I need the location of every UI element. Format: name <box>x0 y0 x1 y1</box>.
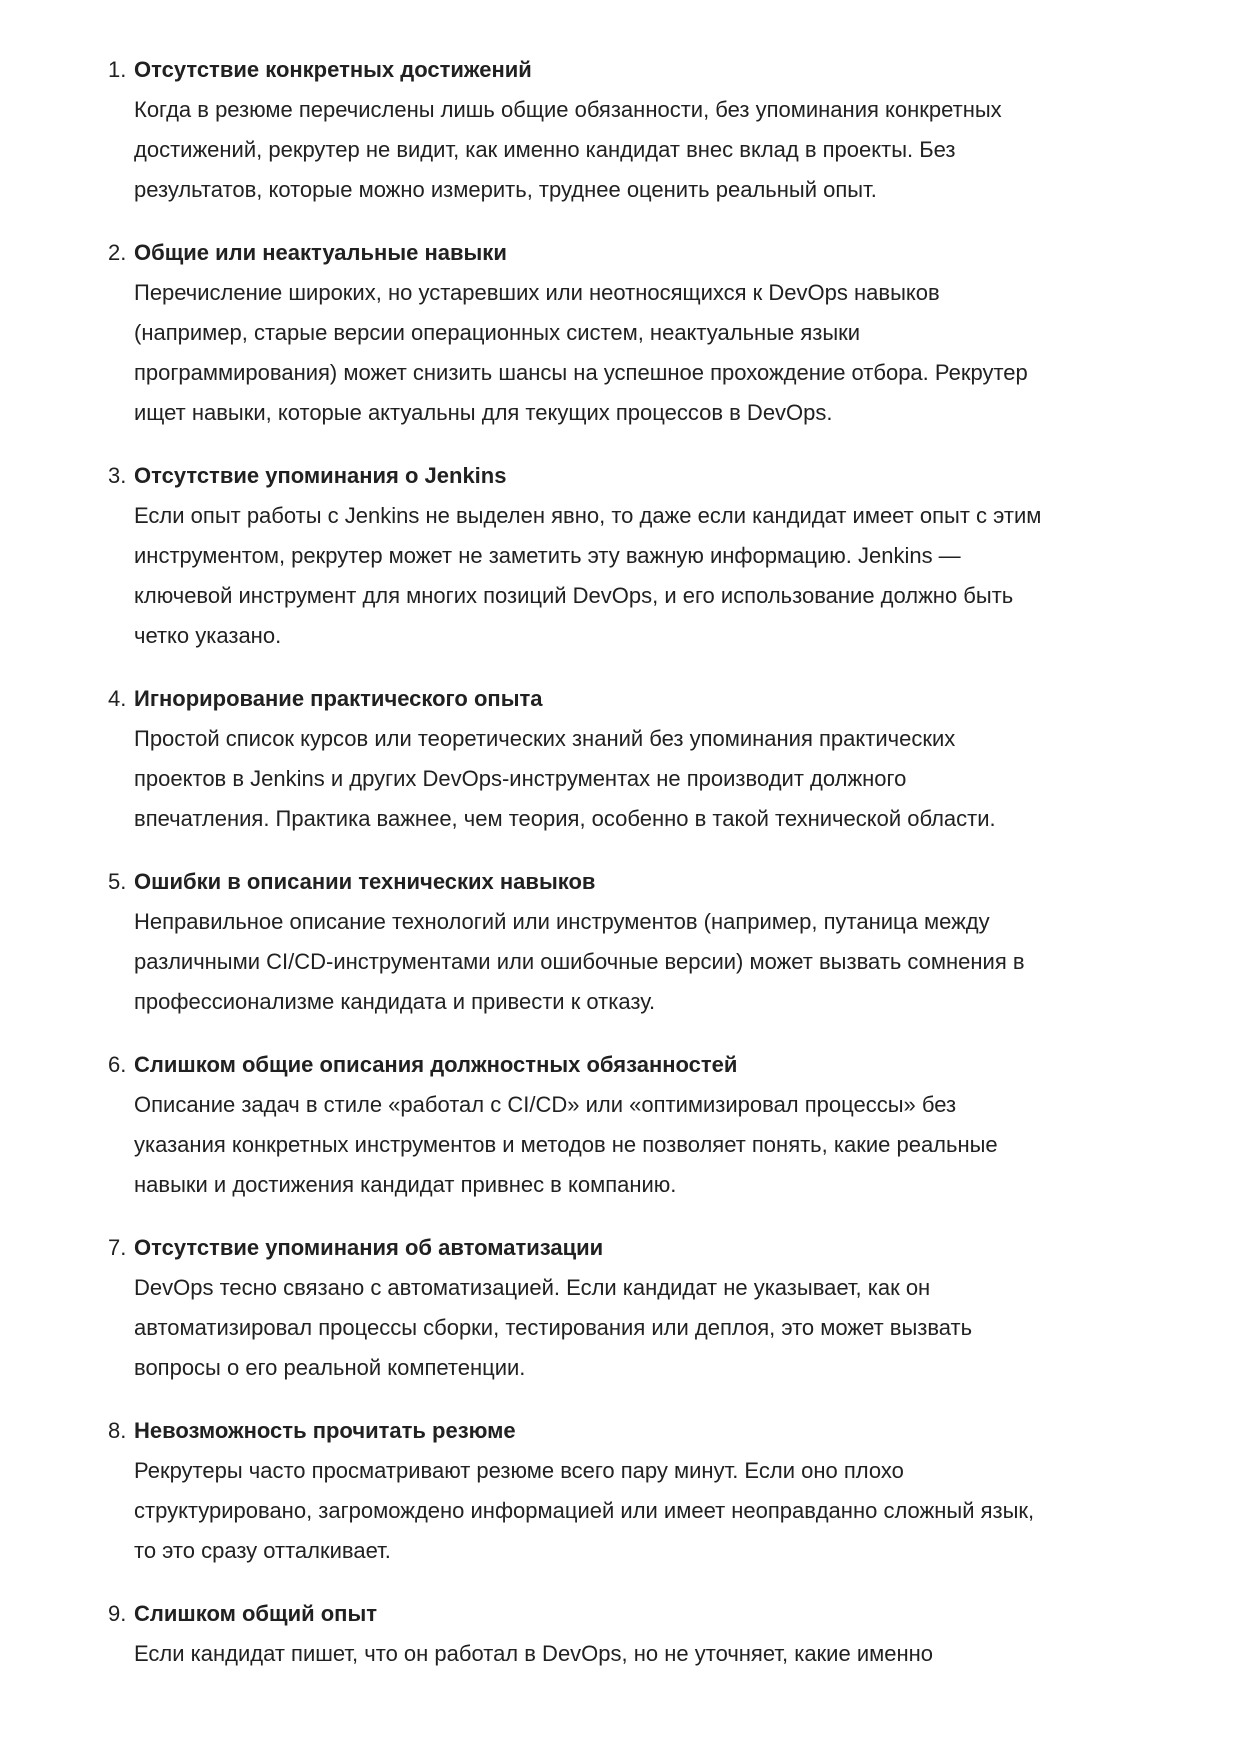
list-item-title: Отсутствие конкретных достижений <box>134 57 532 82</box>
list-item <box>108 679 1149 839</box>
list-item-title: Общие или неактуальные навыки <box>134 240 507 265</box>
list-item-body: DevOps тесно связано с автоматизацией. Если кандидат не указывает, как он автоматизировал процессы сборки, тестирования или деплоя, это может вызвать вопросы о его реальной компетенции. <box>134 1275 973 1380</box>
list-item-title: Отсутствие упоминания об автоматизации <box>134 1235 604 1260</box>
list-item-number: 1. <box>108 57 127 82</box>
list-item-body: Перечисление широких, но устаревших или неотносящихся к DevOps навыков (например, старые версии операционных систем, неактуальные языки программирования) может снизить шансы на успешное прохождение отбора. Рекрутер ищет навыки, которые актуальны для текущих процессов в DevOps. <box>134 280 1028 425</box>
list-item <box>108 50 1149 210</box>
list-item-body: Рекрутеры часто просматривают резюме всего пару минут. Если оно плохо структурировано, загромождено информацией или имеет неоправданно сложный язык, то это сразу отталкивает. <box>134 1458 1035 1563</box>
list-item-body: Простой список курсов или теоретических знаний без упоминания практических проектов в Jenkins и других DevOps-инструментах не производит должного впечатления. Практика важнее, чем теория, особенно в такой технической области. <box>134 726 996 831</box>
list-item-number: 6. <box>108 1052 127 1077</box>
list-item-body: Описание задач в стиле «работал с CI/CD» или «оптимизировал процессы» без указания конкретных инструментов и методов не позволяет понять, какие реальные навыки и достижения кандидат привнес в компанию. <box>134 1092 998 1197</box>
list-item-number: 9. <box>108 1601 127 1626</box>
list-item-title: Невозможность прочитать резюме <box>134 1418 516 1443</box>
list-item <box>108 1045 1149 1205</box>
list-item <box>108 1594 1149 1674</box>
list-item-number: 2. <box>108 240 127 265</box>
list-item-body: Если опыт работы с Jenkins не выделен явно, то даже если кандидат имеет опыт с этим инструментом, рекрутер может не заметить эту важную информацию. Jenkins — ключевой инструмент для многих позиций DevOps, и его использование должно быть четко указано. <box>134 503 1042 648</box>
list-item-number: 8. <box>108 1418 127 1443</box>
list-item-title: Слишком общие описания должностных обязанностей <box>134 1052 738 1077</box>
list-item-number: 7. <box>108 1235 127 1260</box>
list-item-number: 5. <box>108 869 127 894</box>
list-item-body: Когда в резюме перечислены лишь общие обязанности, без упоминания конкретных достижений, рекрутер не видит, как именно кандидат внес вклад в проекты. Без результатов, которые можно измерить, труднее оценить реальный опыт. <box>134 97 1002 202</box>
list-item-body: Если кандидат пишет, что он работал в DevOps, но не уточняет, какие именно <box>134 1641 934 1666</box>
list-item <box>108 233 1149 433</box>
list-item-title: Игнорирование практического опыта <box>134 686 543 711</box>
list-item-body: Неправильное описание технологий или инструментов (например, путаница между различными CI/CD-инструментами или ошибочные версии) может вызвать сомнения в профессионализме кандидата и привести к отказу. <box>134 909 1025 1014</box>
list-item <box>108 1228 1149 1388</box>
list-item-title: Слишком общий опыт <box>134 1601 378 1626</box>
list-item-title: Отсутствие упоминания о Jenkins <box>134 463 507 488</box>
list-item-title: Ошибки в описании технических навыков <box>134 869 596 894</box>
resume-mistakes-list <box>108 50 1149 1674</box>
list-item <box>108 862 1149 1022</box>
list-item <box>108 1411 1149 1571</box>
list-item-number: 4. <box>108 686 127 711</box>
list-item-number: 3. <box>108 463 127 488</box>
list-item <box>108 456 1149 656</box>
